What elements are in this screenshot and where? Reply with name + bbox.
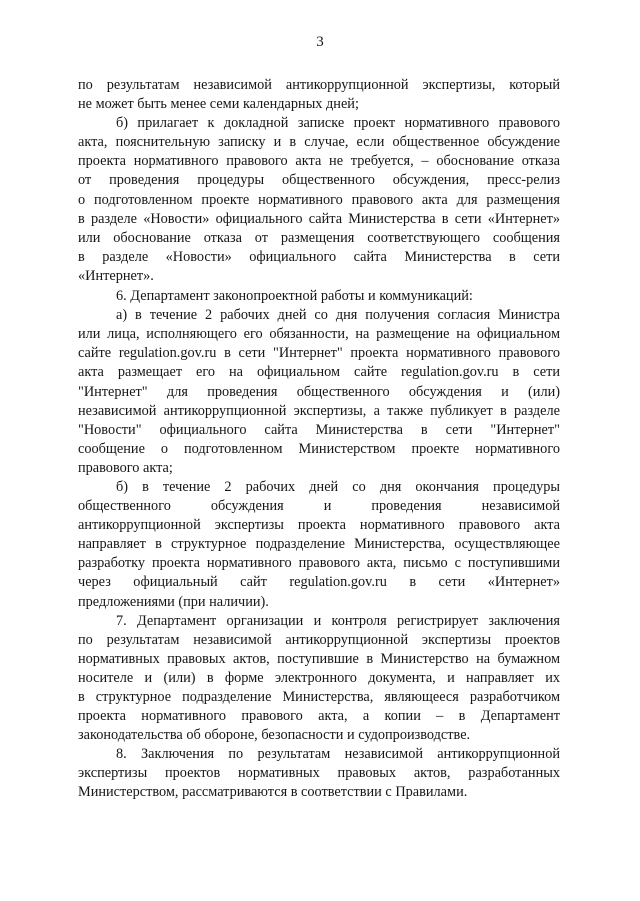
text-line: 8. Заключения по результатам независимой антикоррупционной	[116, 746, 560, 763]
text-line: о подготовленном проекте нормативного правового акта для размещения	[78, 191, 560, 208]
text-line: через официальный сайт regulation.gov.ru в сети «Интернет»	[78, 574, 560, 591]
text-line: направляет в структурное подразделение Министерства, осуществляющее	[78, 536, 560, 553]
text-line: общественного обсуждения и проведения независимой	[78, 498, 560, 515]
text-line: правового акта;	[78, 459, 173, 476]
text-line: независимой антикоррупционной экспертизы, а также публикует в разделе	[78, 402, 560, 419]
text-line: по результатам независимой антикоррупционной экспертизы проектов	[78, 631, 560, 648]
text-line: "Интернет" для проведения общественного обсуждения и (или)	[78, 383, 560, 400]
text-line: а) в течение 2 рабочих дней со дня получения согласия Министра	[116, 307, 560, 324]
text-line: законодательства об обороне, безопасности и судопроизводстве.	[78, 727, 471, 744]
text-line: носителе и (или) в форме электронного документа, и направляет их	[78, 669, 560, 686]
text-line: в разделе «Новости» официального сайта Министерства в сети «Интернет»	[78, 210, 560, 227]
text-line: экспертизы проектов нормативных правовых актов, разработанных	[78, 765, 560, 782]
text-line: проекта нормативного правового акта, а копии – в Департамент	[78, 708, 560, 725]
text-line: в структурное подразделение Министерства, являющееся разработчиком	[78, 689, 560, 705]
text-line: "Новости" официального сайта Министерства в сети "Интернет"	[78, 421, 560, 438]
text-line: антикоррупционной экспертизы проекта нормативного правового акта	[78, 517, 560, 534]
text-line: б) прилагает к докладной записке проект нормативного правового	[116, 115, 560, 132]
page-number: 3	[316, 34, 324, 50]
text-line: 6. Департамент законопроектной работы и коммуникаций:	[116, 288, 473, 305]
text-line: сообщение о подготовленном Министерством проекте нормативного	[78, 440, 560, 457]
text-line: нормативных правовых актов, поступившие в Министерство на бумажном	[78, 650, 560, 667]
text-line: в разделе «Новости» официального сайта Министерства в сети	[78, 248, 560, 265]
text-line: предложениями (при наличии).	[78, 593, 269, 610]
text-line: Министерством, рассматриваются в соответствии с Правилами.	[78, 784, 468, 801]
text-line: б) в течение 2 рабочих дней со дня окончания процедуры	[116, 478, 560, 495]
text-line: «Интернет».	[78, 267, 154, 284]
text-line: или лица, исполняющего его обязанности, на размещение на официальном	[78, 326, 560, 343]
text-line: или обоснование отказа от размещения соответствующего сообщения	[78, 229, 560, 246]
text-line: не может быть менее семи календарных дней;	[78, 96, 359, 113]
text-line: разработку проекта нормативного правового акта, письмо с поступившими	[78, 555, 560, 572]
text-line: акта размещает его на официальном сайте regulation.gov.ru в сети	[78, 364, 560, 381]
text-line: по результатам независимой антикоррупционной экспертизы, который	[78, 77, 560, 93]
text-line: проекта нормативного правового акта не требуется, – обоснование отказа	[78, 153, 560, 170]
text-line: 7. Департамент организации и контроля регистрирует заключения	[116, 612, 560, 629]
text-line: акта, пояснительную записку и в случае, если общественное обсуждение	[78, 134, 560, 151]
text-line: сайте regulation.gov.ru в сети "Интернет" проекта нормативного правового	[78, 345, 560, 362]
text-line: от проведения процедуры общественного обсуждения, пресс-релиз	[78, 172, 560, 189]
document-body	[78, 76, 560, 803]
